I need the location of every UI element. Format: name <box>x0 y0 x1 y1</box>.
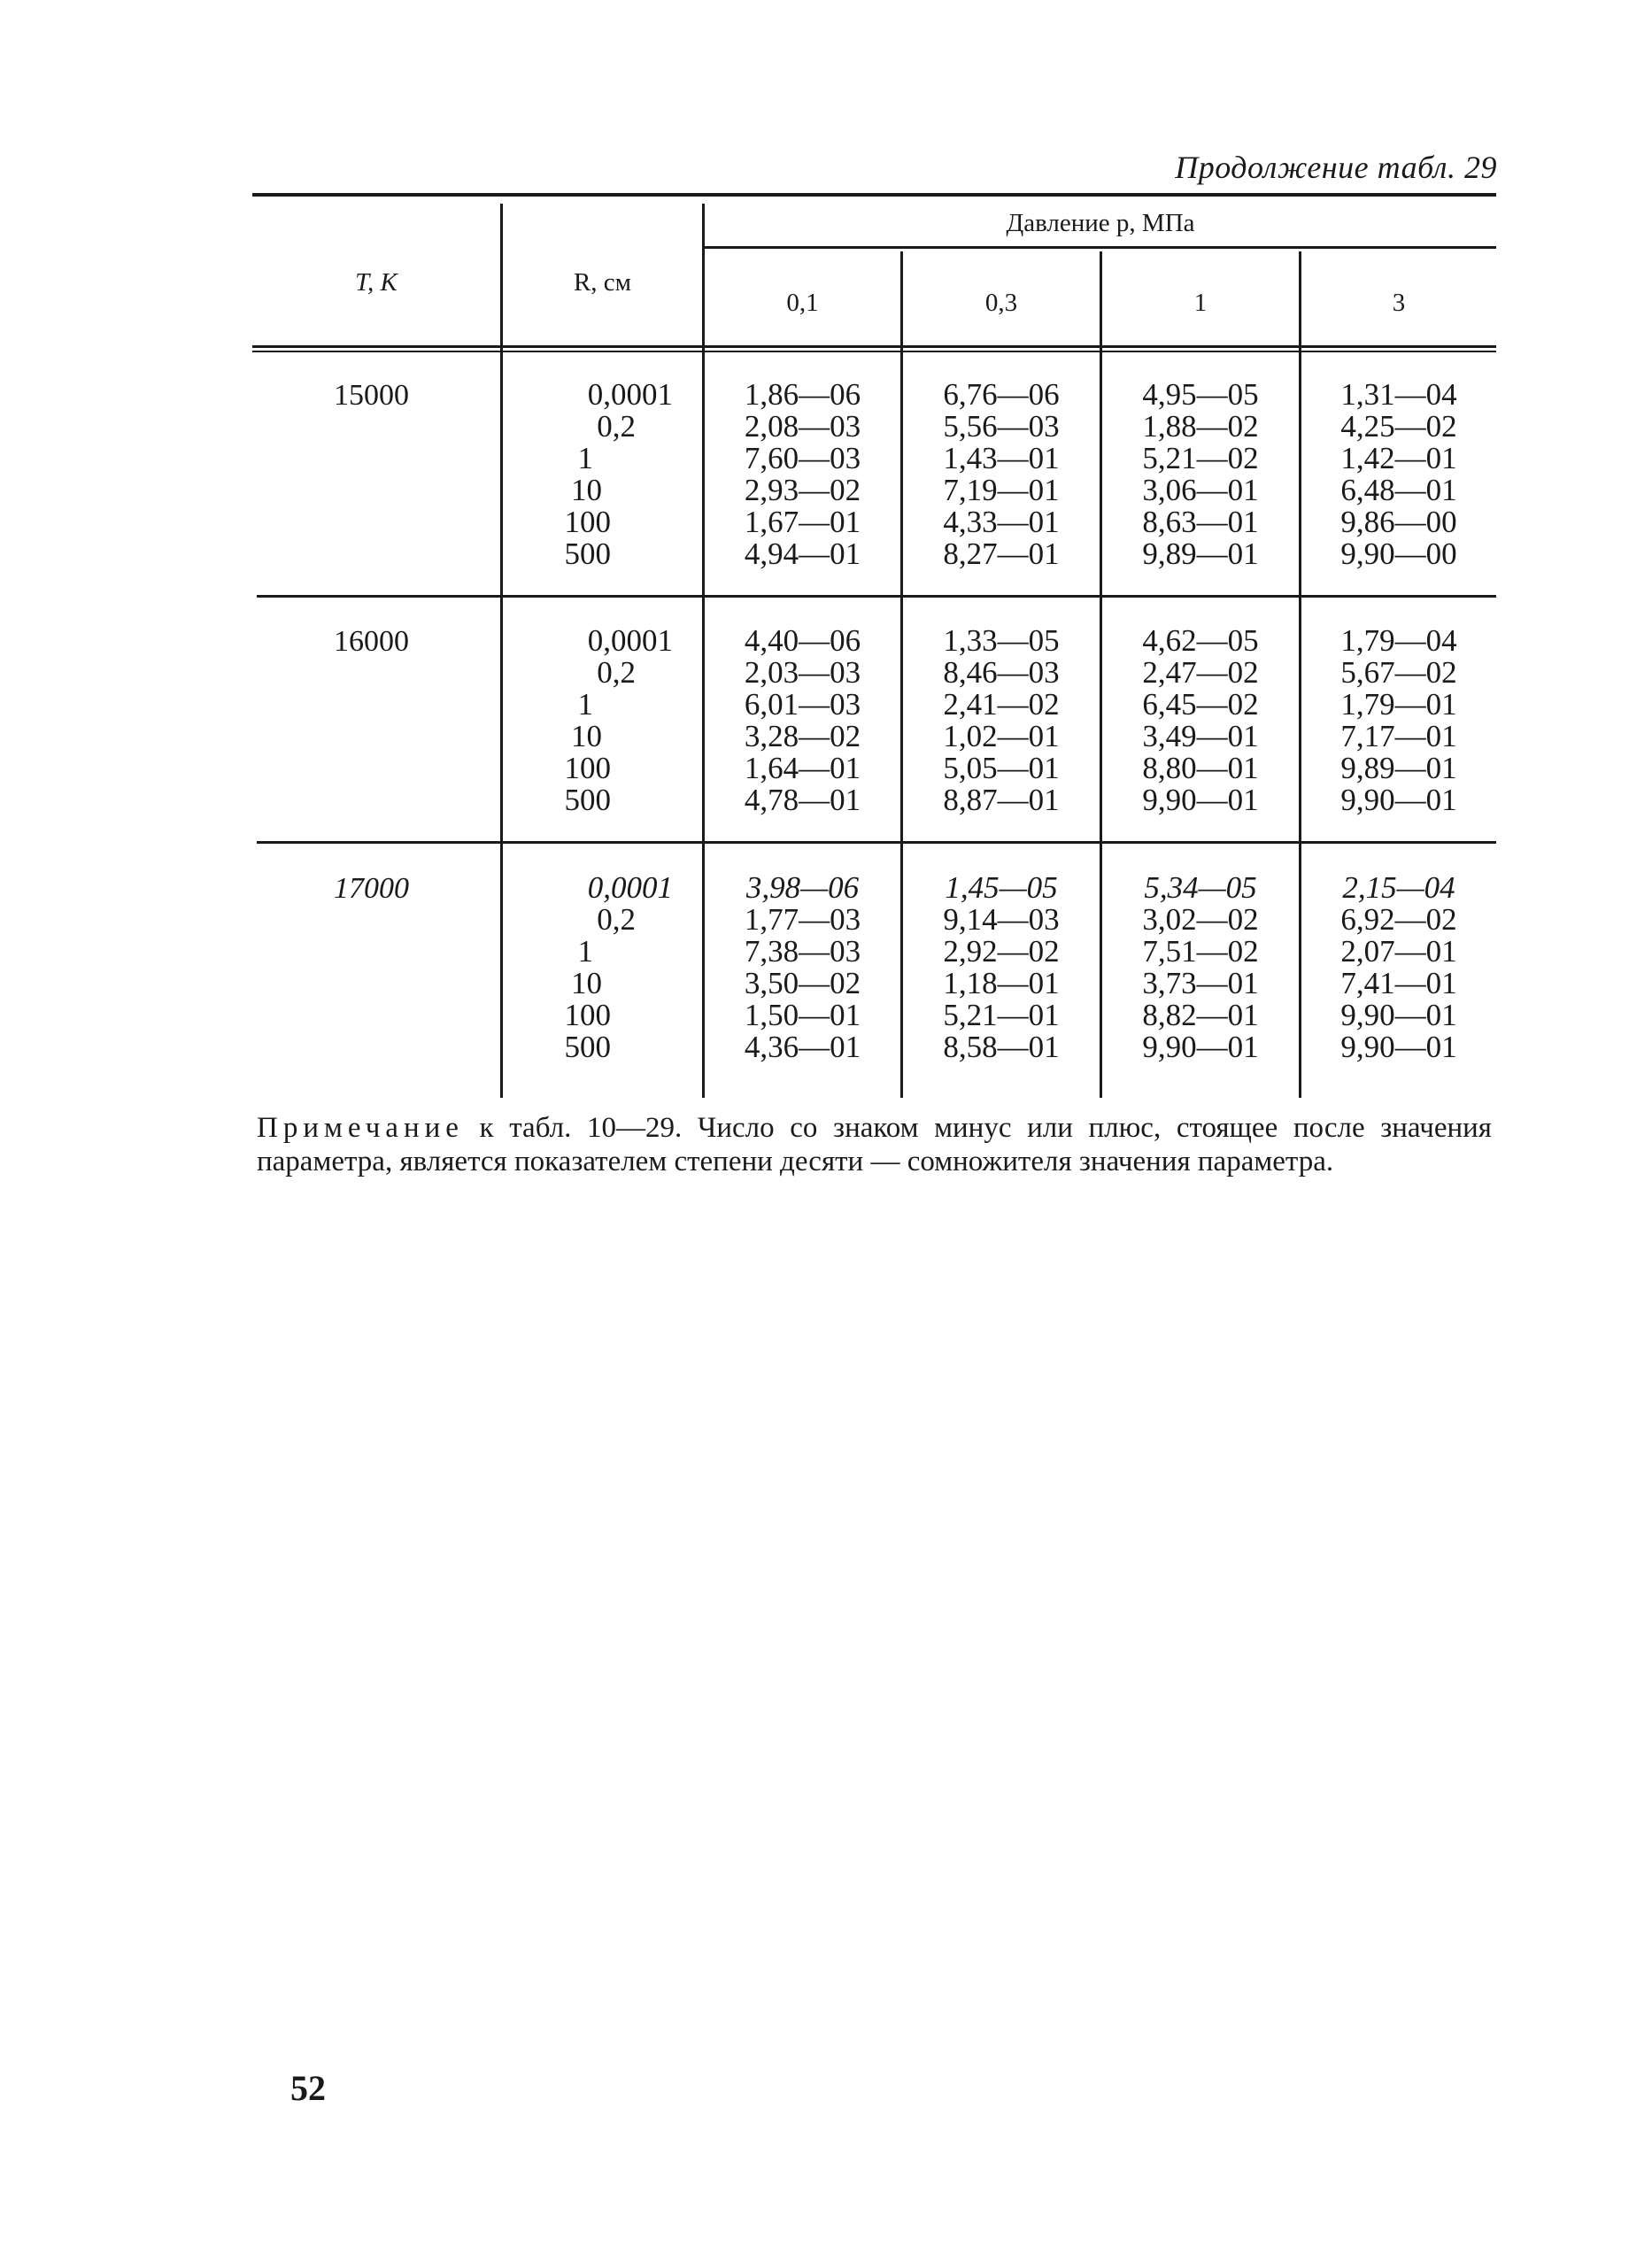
header-pressure-3: 3 <box>1392 289 1406 317</box>
value-cell: 1,64—01 <box>744 751 861 785</box>
radius-column <box>518 625 673 816</box>
header-radius-text: R, см <box>573 268 632 297</box>
value-cell: 6,48—01 <box>1340 473 1457 507</box>
value-cell: 6,76—06 <box>943 377 1060 412</box>
value-cell: 8,27—01 <box>943 537 1060 571</box>
radius-cell: 500 <box>564 537 611 571</box>
note-lead: Примечание <box>257 1112 464 1144</box>
value-cell: 8,46—03 <box>943 655 1060 690</box>
value-cell: 1,33—05 <box>943 623 1060 658</box>
temperature-value: 16000 <box>334 625 409 658</box>
value-column-p03 <box>903 625 1100 816</box>
radius-cell: 100 <box>564 998 611 1032</box>
value-cell: 2,03—03 <box>744 655 861 690</box>
group-rule <box>257 841 1496 844</box>
value-cell: 1,43—01 <box>943 441 1060 475</box>
value-cell: 1,18—01 <box>943 966 1060 1000</box>
radius-column <box>518 872 673 1063</box>
value-cell: 5,67—02 <box>1340 655 1457 690</box>
value-cell: 7,51—02 <box>1142 934 1259 969</box>
value-cell: 1,79—01 <box>1340 687 1457 722</box>
value-cell: 2,92—02 <box>943 934 1060 969</box>
value-cell: 9,89—01 <box>1142 537 1259 571</box>
data-table <box>252 193 1496 1100</box>
radius-cell: 0,2 <box>597 902 636 937</box>
header-temperature <box>252 268 500 297</box>
radius-cell: 0,0001 <box>587 870 673 905</box>
value-cell: 5,05—01 <box>943 751 1060 785</box>
radius-cell: 500 <box>564 783 611 817</box>
table-note <box>257 1111 1492 1178</box>
value-cell: 4,94—01 <box>744 537 861 571</box>
temperature-value: 17000 <box>334 872 409 905</box>
value-cell: 1,02—01 <box>943 719 1060 753</box>
value-column-p03 <box>903 379 1100 570</box>
radius-cell: 1 <box>577 934 593 969</box>
header-pressure-0-3: 0,3 <box>984 289 1018 317</box>
value-cell: 8,82—01 <box>1142 998 1259 1032</box>
header-pressure-1: 1 <box>1193 289 1208 317</box>
value-cell: 4,95—05 <box>1142 377 1259 412</box>
page-number: 52 <box>290 2068 326 2108</box>
value-cell: 5,21—02 <box>1142 441 1259 475</box>
value-cell: 6,45—02 <box>1142 687 1259 722</box>
value-cell: 3,06—01 <box>1142 473 1259 507</box>
temperature-value: 15000 <box>334 379 409 412</box>
value-cell: 7,38—03 <box>744 934 861 969</box>
value-cell: 4,36—01 <box>744 1030 861 1064</box>
value-cell: 1,45—05 <box>945 870 1058 905</box>
value-cell: 2,08—03 <box>744 409 861 444</box>
value-cell: 8,63—01 <box>1142 505 1259 539</box>
header-pressure <box>705 209 1496 238</box>
value-cell: 9,90—01 <box>1340 998 1457 1032</box>
value-cell: 8,58—01 <box>943 1030 1060 1064</box>
value-cell: 9,89—01 <box>1340 751 1457 785</box>
value-cell: 3,02—02 <box>1142 902 1259 937</box>
radius-cell: 0,0001 <box>587 377 673 412</box>
value-cell: 7,41—01 <box>1340 966 1457 1000</box>
value-cell: 9,86—00 <box>1340 505 1457 539</box>
header-pressure-0-1: 0,1 <box>786 289 819 317</box>
value-cell: 7,19—01 <box>943 473 1060 507</box>
header-bottom-rule <box>252 345 1496 348</box>
value-cell: 9,90—00 <box>1340 537 1457 571</box>
header-pressure-text: Давление p, МПа <box>1006 209 1195 237</box>
radius-cell: 500 <box>564 1030 611 1064</box>
radius-cell: 0,2 <box>597 409 636 444</box>
column-divider <box>500 204 503 1098</box>
header-temperature-text: T, K <box>355 268 398 297</box>
value-cell: 3,73—01 <box>1142 966 1259 1000</box>
value-cell: 5,34—05 <box>1144 870 1257 905</box>
value-column-p01 <box>705 379 900 570</box>
radius-cell: 100 <box>564 751 611 785</box>
radius-cell: 100 <box>564 505 611 539</box>
value-cell: 1,31—04 <box>1340 377 1457 412</box>
radius-cell: 10 <box>571 719 602 753</box>
value-cell: 2,15—04 <box>1342 870 1455 905</box>
value-column-p1 <box>1102 625 1299 816</box>
pressure-rule <box>704 246 1496 249</box>
value-cell: 1,77—03 <box>744 902 861 937</box>
radius-cell: 0,2 <box>597 655 636 690</box>
value-cell: 1,79—04 <box>1340 623 1457 658</box>
value-column-p01 <box>705 872 900 1063</box>
value-cell: 5,21—01 <box>943 998 1060 1032</box>
radius-cell: 10 <box>571 473 602 507</box>
radius-cell: 1 <box>577 687 593 722</box>
value-cell: 4,62—05 <box>1142 623 1259 658</box>
value-cell: 2,07—01 <box>1340 934 1457 969</box>
value-cell: 9,90—01 <box>1340 1030 1457 1064</box>
value-column-p03 <box>903 872 1100 1063</box>
value-cell: 4,78—01 <box>744 783 861 817</box>
value-cell: 9,90—01 <box>1142 783 1259 817</box>
value-cell: 1,86—06 <box>744 377 861 412</box>
value-cell: 9,90—01 <box>1340 783 1457 817</box>
note-text: к табл. 10—29. Число со знаком минус или плюс, стоящее после значения параметра, является показателем степени десяти — сомножителя значения параметра. <box>257 1112 1492 1177</box>
value-cell: 3,50—02 <box>744 966 861 1000</box>
value-cell: 1,50—01 <box>744 998 861 1032</box>
value-cell: 2,93—02 <box>744 473 861 507</box>
value-column-p1 <box>1102 379 1299 570</box>
group-rule <box>257 595 1496 598</box>
value-cell: 3,28—02 <box>744 719 861 753</box>
value-cell: 1,67—01 <box>744 505 861 539</box>
header-bottom-rule-2 <box>252 351 1496 352</box>
value-cell: 8,80—01 <box>1142 751 1259 785</box>
value-cell: 7,17—01 <box>1340 719 1457 753</box>
value-cell: 7,60—03 <box>744 441 861 475</box>
value-cell: 3,49—01 <box>1142 719 1259 753</box>
value-cell: 8,87—01 <box>943 783 1060 817</box>
value-cell: 1,42—01 <box>1340 441 1457 475</box>
value-cell: 4,25—02 <box>1340 409 1457 444</box>
value-column-p3 <box>1301 872 1496 1063</box>
value-cell: 2,47—02 <box>1142 655 1259 690</box>
value-column-p3 <box>1301 625 1496 816</box>
value-cell: 2,41—02 <box>943 687 1060 722</box>
value-cell: 4,33—01 <box>943 505 1060 539</box>
value-cell: 9,90—01 <box>1142 1030 1259 1064</box>
value-cell: 6,92—02 <box>1340 902 1457 937</box>
value-cell: 1,88—02 <box>1142 409 1259 444</box>
value-column-p1 <box>1102 872 1299 1063</box>
value-cell: 6,01—03 <box>744 687 861 722</box>
value-cell: 4,40—06 <box>744 623 861 658</box>
top-rule <box>252 193 1496 197</box>
value-column-p01 <box>705 625 900 816</box>
value-column-p3 <box>1301 379 1496 570</box>
value-cell: 9,14—03 <box>943 902 1060 937</box>
header-radius <box>503 268 702 297</box>
radius-column <box>518 379 673 570</box>
radius-cell: 1 <box>577 441 593 475</box>
value-cell: 5,56—03 <box>943 409 1060 444</box>
value-cell: 3,98—06 <box>745 870 860 905</box>
radius-cell: 0,0001 <box>587 623 673 658</box>
table-caption: Продолжение табл. 29 <box>1175 150 1497 185</box>
radius-cell: 10 <box>571 966 602 1000</box>
